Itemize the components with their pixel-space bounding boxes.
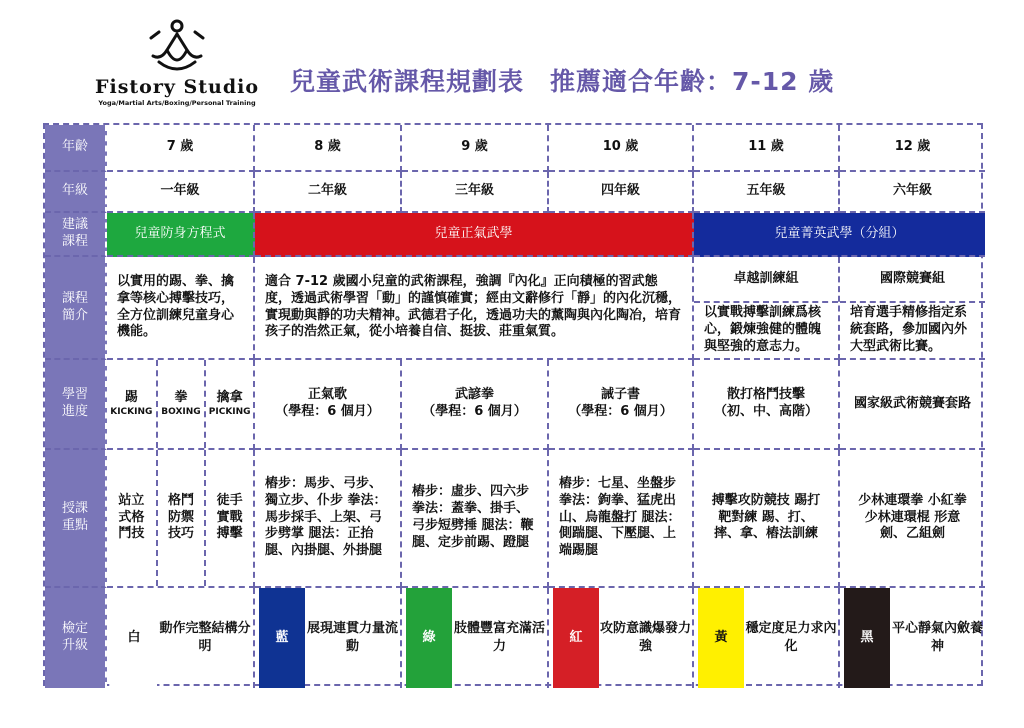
intro-righteous: 適合 7-12 歲國小兒童的武術課程，強調『內化』正向積極的習武態度，透過武術學習「動」的謹慎確實；經由文辭修行「靜」的內化沉穩，實現動與靜的功夫精神。武德君子化，透過功夫的薰陶與內化陶冶，培育孩子的浩然正氣，從小培養自信、挺拔、莊重氣質。 (255, 257, 694, 360)
belt-black (840, 588, 985, 688)
row-header-grade: 年級 (45, 172, 107, 213)
logo-name: Fistory Studio (94, 76, 259, 98)
progress-title: 正氣歌 (307, 387, 347, 403)
page-title: 兒童武術課程規劃表 推薦適合年齡：7-12 歲 (290, 67, 835, 96)
belt-swatch: 藍 (259, 588, 305, 688)
progress-duration: （學程：6 個月） (422, 404, 527, 419)
belt-text: 穩定度足力求內化 (745, 620, 837, 654)
progress-box: 拳 (174, 389, 188, 405)
row-header-age: 年齡 (45, 125, 107, 172)
belt-swatch: 黑 (844, 588, 890, 688)
grade-cell: 三年級 (402, 172, 549, 213)
logo (92, 18, 262, 113)
progress-duration: （初、中、高階） (713, 404, 818, 419)
progress-box-en: BOXING (161, 406, 201, 417)
belt-red (549, 588, 694, 688)
belt-green (402, 588, 549, 688)
progress-title: 誡子書 (600, 387, 640, 403)
progress-pick: 擒拿 (216, 389, 243, 405)
progress-title: 散打格鬥技擊 (726, 387, 805, 403)
belt-swatch: 綠 (406, 588, 452, 688)
grade-cell: 六年級 (840, 172, 985, 213)
progress-8 (255, 360, 402, 450)
logo-subtitle: Yoga/Martial Arts/Boxing/Personal Training (98, 99, 256, 107)
focus-defense (107, 450, 255, 588)
row-header-intro: 課程簡介 (45, 257, 107, 360)
course-bar-righteous: 兒童正氣武學 (255, 213, 694, 257)
belt-swatch: 黃 (698, 588, 744, 688)
progress-12: 國家級武術競賽套路 (840, 360, 985, 450)
progress-duration: （學程：6 個月） (275, 404, 380, 419)
focus-item: 格鬥防禦技巧 (156, 450, 205, 586)
group-title: 卓越訓練組 (694, 257, 838, 303)
course-table (43, 123, 983, 686)
belt-text: 肢體豐富充滿活力 (453, 620, 545, 654)
grade-cell: 五年級 (694, 172, 840, 213)
progress-9 (402, 360, 549, 450)
focus-11: 搏擊攻防競技 踢打靶對練 踢、打、摔、拿、樁法訓練 (694, 450, 840, 588)
group-title: 國際競賽組 (840, 257, 985, 303)
age-cell: 8 歲 (255, 125, 402, 172)
focus-9: 樁步：虛步、四六步 拳法：蓋拳、掛手、弓步短劈捶 腿法：鞭腿、定步前踢、蹬腿 (402, 450, 549, 588)
belt-swatch: 白 (111, 588, 157, 688)
focus-item: 站立式格鬥技 (118, 492, 145, 542)
row-header-course: 建議課程 (45, 213, 107, 257)
progress-kick-en: KICKING (110, 406, 153, 417)
belt-text: 攻防意識爆發力強 (599, 620, 691, 654)
progress-11 (694, 360, 840, 450)
grade-cell: 四年級 (549, 172, 694, 213)
progress-10 (549, 360, 694, 450)
progress-pick-en: PICKING (208, 406, 251, 417)
progress-kick: 踢 (124, 389, 138, 405)
row-header-progress: 學習進度 (45, 360, 107, 450)
progress-title: 武諺拳 (454, 387, 494, 403)
age-cell: 11 歲 (694, 125, 840, 172)
intro-defense: 以實用的踢、拳、擒拿等核心搏擊技巧，全方位訓練兒童身心機能。 (107, 257, 255, 360)
yoga-figure-icon (145, 18, 209, 74)
focus-8: 樁步：馬步、弓步、獨立步、仆步 拳法：馬步採手、上架、弓步劈掌 腿法：正抬腿、內掛腿、外掛腿 (255, 450, 402, 588)
grade-cell: 一年級 (107, 172, 255, 213)
progress-duration: （學程：6 個月） (568, 404, 673, 419)
age-cell: 12 歲 (840, 125, 985, 172)
intro-group-12 (840, 257, 985, 360)
age-cell: 10 歲 (549, 125, 694, 172)
focus-item: 徒手實戰搏擊 (204, 450, 253, 586)
belt-text: 平心靜氣內斂養神 (891, 620, 983, 654)
belt-text: 動作完整結構分明 (159, 620, 251, 654)
grade-cell: 二年級 (255, 172, 402, 213)
belt-text: 展現連貫力量流動 (306, 620, 398, 654)
focus-12: 少林連環拳 小紅拳 少林連環棍 形意劍、乙組劍 (840, 450, 985, 588)
age-cell: 7 歲 (107, 125, 255, 172)
course-bar-defense: 兒童防身方程式 (107, 213, 255, 257)
course-bar-elite: 兒童菁英武學（分組） (694, 213, 985, 257)
row-header-test: 檢定升級 (45, 588, 107, 688)
age-cell: 9 歲 (402, 125, 549, 172)
focus-10: 樁步：七星、坐盤步 拳法：鉤拳、猛虎出山、烏龍盤打 腿法：側踹腿、下壓腿、上端踢腿 (549, 450, 694, 588)
belt-white (107, 588, 255, 688)
group-text: 培育選手精修指定系統套路，參加國內外大型武術比賽。 (850, 305, 968, 354)
row-header-focus: 授課重點 (45, 450, 107, 588)
belt-yellow (694, 588, 840, 688)
progress-defense (107, 360, 255, 450)
group-text: 以實戰搏擊訓練爲核心，鍛煉強健的體魄與堅強的意志力。 (704, 305, 822, 354)
belt-swatch: 紅 (553, 588, 599, 688)
belt-blue (255, 588, 402, 688)
intro-group-11 (694, 257, 840, 360)
